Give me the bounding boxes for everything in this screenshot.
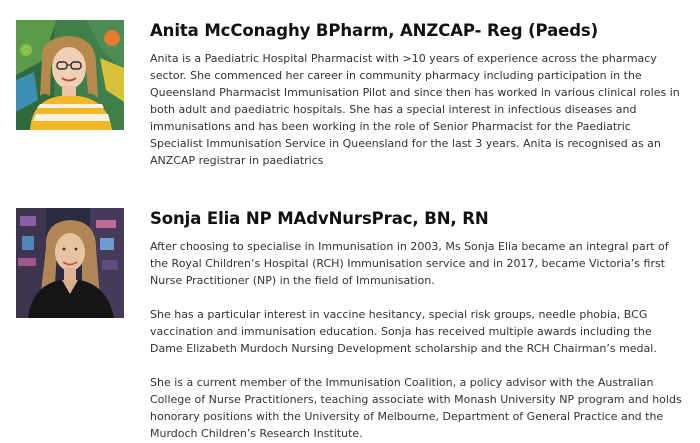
profile-text [150, 208, 686, 442]
profile-bio-paragraph: She is a current member of the Immunisation Coalition, a policy advisor with the Australian College of Nurse Practitioners, teaching associate with Monash University NP program and holds honorary positions with the University of Melbourne, Department of General Practice and the Murdoch Children’s Research Institute. [150, 376, 682, 440]
profile-bio-paragraph: She has a particular interest in vaccine hesitancy, special risk groups, needle phobia, BCG vaccination and immunisation education. Sonja has received multiple awards including the Dame Elizabeth Murdoch Nursing Development scholarship and the RCH Chairman’s medal. [150, 308, 657, 355]
profile-name: Anita McConaghy BPharm, ANZCAP- Reg (Paeds) [150, 21, 599, 40]
portrait-photo [16, 20, 124, 130]
portrait-photo [16, 208, 124, 318]
profile-bio-paragraph: Anita is a Paediatric Hospital Pharmacist with >10 years of experience across the pharmacy sector. She commenced her career in community pharmacy including participation in the Queensland Pharmacist Immunisation Pilot and since then has worked in various clinical roles in both adult and paediatric hospitals. She has a special interest in infectious diseases and immunisations and has been working in the role of Senior Pharmacist for the Paediatric Specialist Immunisation Service in Queensland for the last 3 years. Anita is recognised as an ANZCAP registrar in paediatrics [150, 52, 680, 167]
profile-bio-paragraph: After choosing to specialise in Immunisation in 2003, Ms Sonja Elia became an integral part of the Royal Children’s Hospital (RCH) Immunisation service and in 2017, became Victoria’s first Nurse Practitioner (NP) in the field of Immunisation. [150, 240, 669, 287]
profile-name: Sonja Elia NP MAdvNursPrac, BN, RN [150, 209, 489, 228]
profile-text [150, 20, 686, 169]
